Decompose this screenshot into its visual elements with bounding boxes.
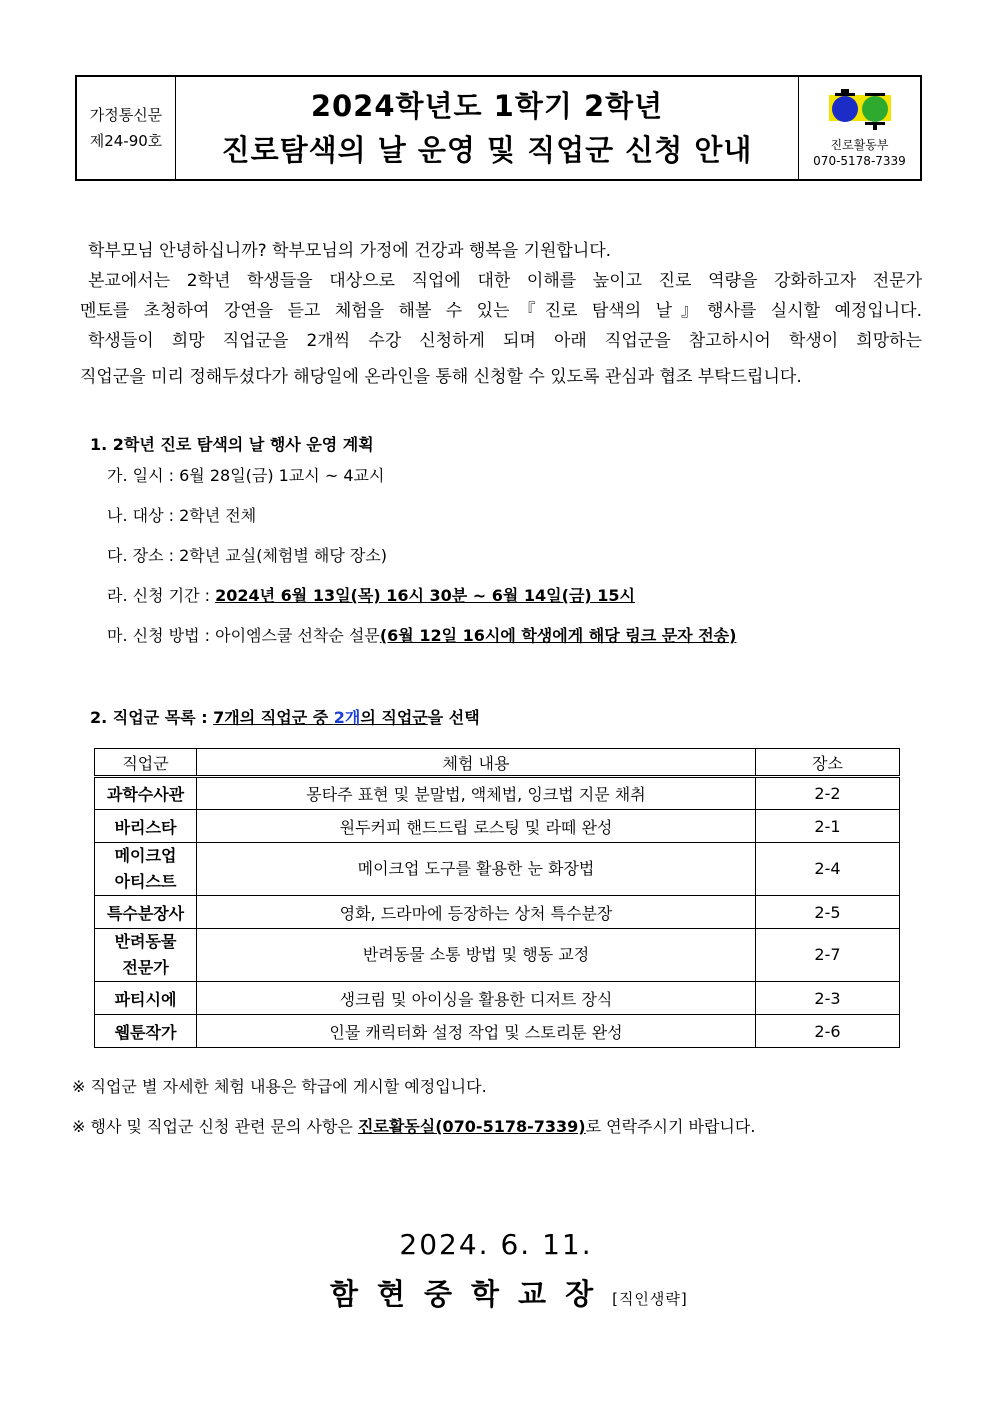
page-title-line2: 진로탐색의 날 운영 및 직업군 신청 안내 (221, 133, 753, 167)
title-box (176, 77, 798, 179)
section2-title: 2. 직업군 목록 : 7개의 직업군 중 2개의 직업군을 선택 (90, 708, 480, 727)
intro-line: 본교에서는 2학년 학생들을 대상으로 직업에 대한 이해를 높이고 진로 역량을 강화하고자 전문가 (88, 271, 922, 291)
table-row: 웹툰작가 인물 캐릭터화 설정 작업 및 스토리툰 완성 2-6 (95, 1015, 900, 1048)
intro-line: 멘토를 초청하여 강연을 듣고 체험을 해볼 수 있는『진로 탐색의 날』행사를 실시할 예정입니다. (80, 301, 922, 321)
plan-item-place: 다. 장소 : 2학년 교실(체험별 해당 장소) (107, 546, 388, 565)
section1-title: 1. 2학년 진로 탐색의 날 행사 운영 계획 (90, 435, 374, 454)
plan-item-period: 라. 신청 기간 : 2024년 6월 13일(목) 16시 30분 ~ 6월 14일(금) 15시 (107, 586, 636, 605)
department-phone: 070-5178-7339 (813, 154, 906, 168)
doc-id-box (77, 77, 176, 179)
doc-type: 가정통신문 (89, 106, 163, 124)
school-logo-icon (827, 87, 893, 131)
table-row: 바리스타 원두커피 핸드드립 로스팅 및 라떼 완성 2-1 (95, 810, 900, 843)
intro-paragraph (80, 236, 922, 392)
method-emphasis: (6월 12일 16시에 학생에게 해당 링크 문자 전송) (379, 626, 737, 645)
table-row: 반려동물 전문가 반려동물 소통 방법 및 행동 교정 2-7 (95, 929, 900, 982)
document-header (75, 75, 922, 181)
school-principal: 함현중학교장[직인생략] (330, 1277, 688, 1311)
issue-date: 2024. 6. 11. (399, 1228, 593, 1261)
intro-line: 직업군을 미리 정해두셨다가 해당일에 온라인을 통해 신청할 수 있도록 관심과 협조 부탁드립니다. (80, 367, 802, 387)
intro-line: 학생들이 희망 직업군을 2개씩 수강 신청하게 되며 아래 직업군을 참고하시어 학생이 희망하는 (88, 331, 922, 351)
note-contact: ※ 행사 및 직업군 신청 관련 문의 사항은 진로활동실(070-5178-7339)로 연락주시기 바랍니다. (72, 1117, 756, 1136)
table-row: 메이크업 아티스트 메이크업 도구를 활용한 눈 화장법 2-4 (95, 843, 900, 896)
department-box (798, 77, 920, 179)
column-header: 체험 내용 (197, 749, 756, 777)
department-name: 진로활동부 (830, 138, 889, 152)
table-row: 파티시에 생크림 및 아이싱을 활용한 디저트 장식 2-3 (95, 982, 900, 1015)
seal-note: [직인생략] (612, 1290, 688, 1308)
contact-info: 진로활동실(070-5178-7339) (357, 1117, 586, 1136)
plan-item-method: 마. 신청 방법 : 아이엠스쿨 선착순 설문(6월 12일 16시에 학생에게 해당 링크 문자 전송) (107, 626, 737, 645)
page-title-line1: 2024학년도 1학기 2학년 (310, 89, 664, 123)
doc-number: 제24-90호 (89, 132, 163, 150)
table-row: 특수분장사 영화, 드라마에 등장하는 상처 특수분장 2-5 (95, 896, 900, 929)
column-header: 장소 (756, 749, 900, 777)
note-details: ※ 직업군 별 자세한 체험 내용은 학급에 게시할 예정입니다. (72, 1077, 487, 1096)
column-header: 직업군 (95, 749, 197, 777)
selection-count: 2개 (333, 708, 361, 727)
job-table (94, 748, 900, 1048)
application-period: 2024년 6월 13일(목) 16시 30분 ~ 6월 14일(금) 15시 (215, 586, 636, 605)
plan-item-date: 가. 일시 : 6월 28일(금) 1교시 ~ 4교시 (107, 466, 385, 485)
plan-item-target: 나. 대상 : 2학년 전체 (107, 506, 257, 525)
table-row: 과학수사관 몽타주 표현 및 분말법, 액체법, 잉크법 지문 채취 2-2 (95, 777, 900, 810)
intro-line: 학부모님 안녕하십니까? 학부모님의 가정에 건강과 행복을 기원합니다. (88, 241, 612, 261)
